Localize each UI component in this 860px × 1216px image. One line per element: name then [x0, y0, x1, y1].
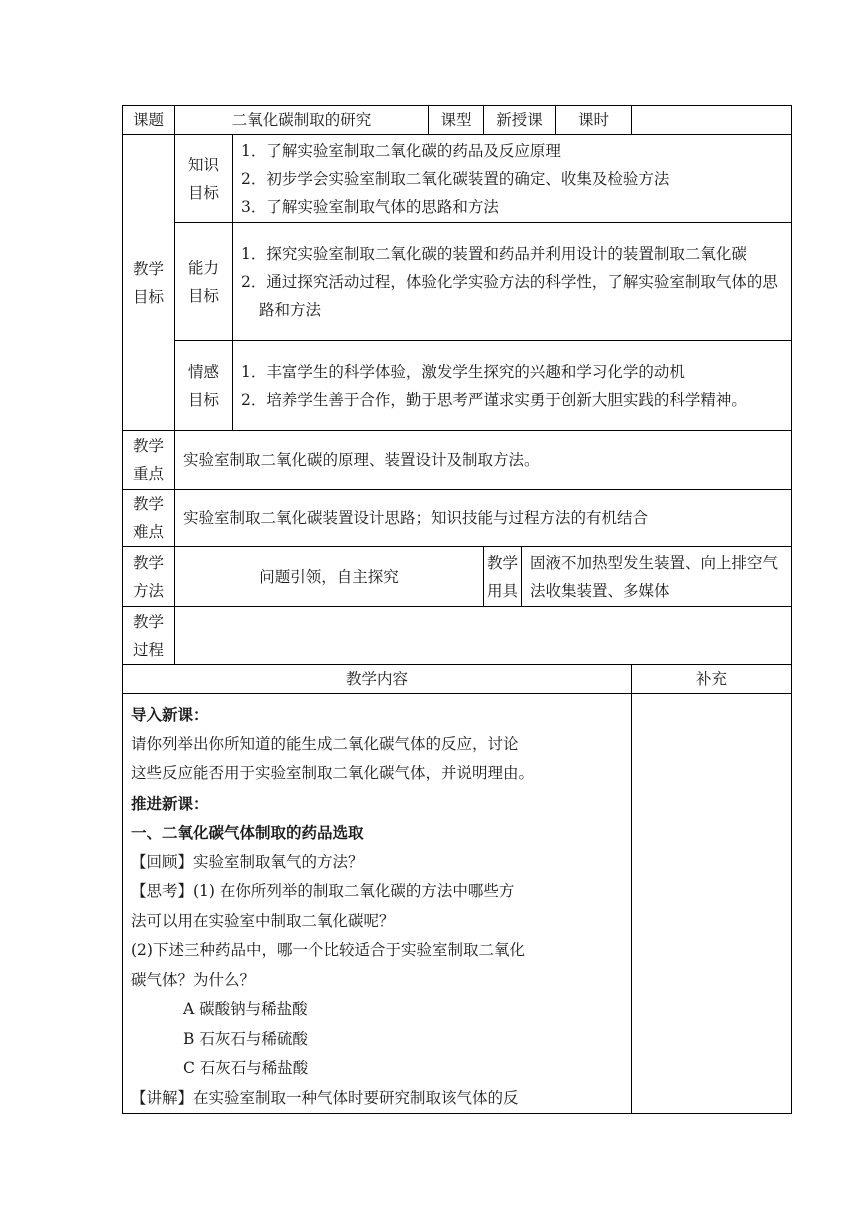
content-line: 这些反应能否用于实验室制取二氧化碳气体，并说明理由。 — [131, 764, 535, 782]
difficulty-label — [123, 490, 175, 547]
method-label-text: 教学方法 — [132, 553, 164, 600]
content-line: 一、二氧化碳气体制取的药品选取 — [131, 823, 364, 842]
ability-item: 2．通过探究活动过程，体验化学实验方法的科学性，了解实验室制取气体的思路和方法 — [241, 272, 778, 319]
content-header: 教学内容 — [123, 665, 632, 694]
type-value: 新授课 — [484, 106, 556, 135]
content-line: 导入新课： — [131, 705, 209, 724]
lesson-plan-table — [122, 105, 792, 1114]
process-label — [123, 607, 175, 665]
content-line: 【回顾】实验室制取氧气的方法？ — [131, 852, 364, 871]
knowledge-label-text: 知识目标 — [187, 155, 219, 202]
tools-label — [484, 547, 522, 607]
topic-value: 二氧化碳制取的研究 — [175, 106, 429, 135]
content-line: 请你列举出你所知道的能生成二氧化碳气体的反应，讨论 — [131, 734, 519, 753]
content-line: A 碳酸钠与稀盐酸 — [183, 1000, 308, 1018]
ability-items — [233, 223, 792, 341]
process-value — [175, 607, 792, 665]
knowledge-items — [233, 135, 792, 223]
emotion-item: 2．培养学生善于合作，勤于思考严谨求实勇于创新大胆实践的科学精神。 — [241, 390, 747, 409]
topic-label: 课题 — [123, 106, 175, 135]
knowledge-item: 1．了解实验室制取二氧化碳的药品及反应原理 — [241, 141, 561, 160]
content-line: 推进新课： — [131, 793, 209, 813]
supplement-body — [632, 694, 792, 1114]
knowledge-item: 2．初步学会实验室制取二氧化碳装置的确定、收集及检验方法 — [241, 169, 670, 188]
tools-value: 固液不加热型发生装置、向上排空气法收集装置、多媒体 — [522, 547, 792, 607]
difficulty-label-text: 教学难点 — [132, 495, 164, 541]
content-line: 碳气体？为什么？ — [131, 970, 256, 989]
emotion-items — [233, 341, 792, 431]
hours-label: 课时 — [556, 106, 632, 135]
method-value: 问题引领，自主探究 — [175, 547, 484, 607]
content-line: B 石灰石与稀硫酸 — [183, 1029, 308, 1048]
emotion-item: 1．丰富学生的科学体验，激发学生探究的兴趣和学习化学的动机 — [241, 362, 685, 381]
objectives-label-text: 教学目标 — [132, 259, 164, 306]
emotion-label — [175, 341, 233, 431]
ability-item: 1．探究实验室制取二氧化碳的装置和药品并利用设计的装置制取二氧化碳 — [241, 244, 747, 263]
supplement-header: 补充 — [632, 665, 792, 694]
ability-label-text: 能力目标 — [187, 258, 219, 305]
key-point-label — [123, 431, 175, 490]
content-line: (2)下述三种药品中，哪一个比较适合于实验室制取二氧化 — [131, 941, 525, 959]
knowledge-label — [175, 135, 233, 223]
emotion-label-text: 情感目标 — [187, 362, 219, 409]
key-point-label-text: 教学重点 — [132, 437, 164, 483]
content-line: 法可以用在实验室中制取二氧化碳呢？ — [131, 911, 395, 930]
objectives-label — [123, 135, 175, 431]
content-line: 【讲解】在实验室制取一种气体时要研究制取该气体的反 — [131, 1088, 519, 1107]
method-label — [123, 547, 175, 607]
difficulty-value: 实验室制取二氧化碳装置设计思路；知识技能与过程方法的有机结合 — [175, 490, 792, 547]
key-point-value: 实验室制取二氧化碳的原理、装置设计及制取方法。 — [175, 431, 792, 490]
knowledge-item: 3．了解实验室制取气体的思路和方法 — [241, 197, 499, 216]
content-line: C 石灰石与稀盐酸 — [183, 1059, 309, 1077]
hours-value — [632, 106, 792, 135]
content-body — [123, 694, 632, 1114]
tools-label-text: 教学用具 — [486, 553, 518, 600]
process-label-text: 教学过程 — [132, 612, 164, 659]
content-line: 【思考】(1) 在你所列举的制取二氧化碳的方法中哪些方 — [131, 882, 515, 900]
content-lines — [123, 694, 631, 1113]
ability-label — [175, 223, 233, 341]
type-label: 课型 — [429, 106, 484, 135]
